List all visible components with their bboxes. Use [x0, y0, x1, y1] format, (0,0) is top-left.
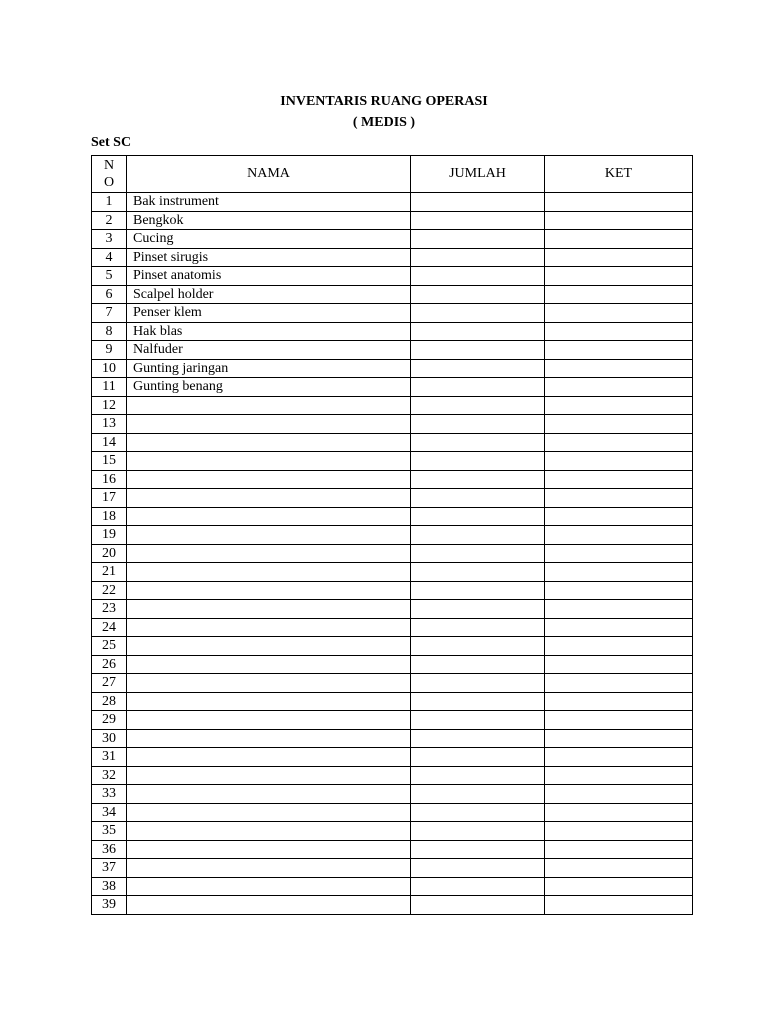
quantity-cell [411, 785, 545, 804]
quantity-cell [411, 211, 545, 230]
item-name-cell [127, 655, 411, 674]
row-number-cell: 13 [92, 415, 127, 434]
quantity-cell [411, 396, 545, 415]
item-name-cell [127, 507, 411, 526]
table-row [92, 655, 693, 674]
item-name-cell: Pinset sirugis [127, 248, 411, 267]
quantity-cell [411, 711, 545, 730]
table-row [92, 563, 693, 582]
quantity-cell [411, 470, 545, 489]
row-number-cell: 5 [92, 267, 127, 286]
quantity-cell [411, 877, 545, 896]
remarks-cell [545, 304, 693, 323]
quantity-cell [411, 637, 545, 656]
item-name-cell [127, 859, 411, 878]
quantity-cell [411, 563, 545, 582]
remarks-cell [545, 526, 693, 545]
row-number-cell: 19 [92, 526, 127, 545]
row-number-cell: 11 [92, 378, 127, 397]
row-number-cell: 6 [92, 285, 127, 304]
row-number-cell: 4 [92, 248, 127, 267]
item-name-cell [127, 766, 411, 785]
table-row [92, 600, 693, 619]
document-title: INVENTARIS RUANG OPERASI [280, 94, 488, 109]
remarks-cell [545, 859, 693, 878]
quantity-cell [411, 507, 545, 526]
quantity-cell [411, 840, 545, 859]
table-row [92, 378, 693, 397]
item-name-cell: Penser klem [127, 304, 411, 323]
item-name-cell [127, 822, 411, 841]
table-row [92, 840, 693, 859]
item-name-cell [127, 803, 411, 822]
item-name-cell [127, 600, 411, 619]
table-row [92, 304, 693, 323]
table-row [92, 452, 693, 471]
quantity-cell [411, 526, 545, 545]
row-number-cell: 30 [92, 729, 127, 748]
item-name-cell [127, 433, 411, 452]
item-name-cell [127, 544, 411, 563]
row-number-cell: 18 [92, 507, 127, 526]
quantity-cell [411, 692, 545, 711]
row-number-cell: 34 [92, 803, 127, 822]
quantity-cell [411, 285, 545, 304]
remarks-cell [545, 674, 693, 693]
header-no: NO [92, 156, 127, 193]
table-row [92, 230, 693, 249]
table-row [92, 396, 693, 415]
row-number-cell: 2 [92, 211, 127, 230]
table-row [92, 822, 693, 841]
remarks-cell [545, 193, 693, 212]
item-name-cell [127, 415, 411, 434]
row-number-cell: 1 [92, 193, 127, 212]
table-header-row [92, 156, 693, 193]
item-name-cell [127, 563, 411, 582]
item-name-cell [127, 729, 411, 748]
row-number-cell: 17 [92, 489, 127, 508]
row-number-cell: 22 [92, 581, 127, 600]
remarks-cell [545, 840, 693, 859]
row-number-cell: 28 [92, 692, 127, 711]
remarks-cell [545, 692, 693, 711]
table-row [92, 211, 693, 230]
item-name-cell: Bak instrument [127, 193, 411, 212]
row-number-cell: 10 [92, 359, 127, 378]
quantity-cell [411, 322, 545, 341]
row-number-cell: 8 [92, 322, 127, 341]
remarks-cell [545, 433, 693, 452]
remarks-cell [545, 396, 693, 415]
row-number-cell: 31 [92, 748, 127, 767]
item-name-cell [127, 452, 411, 471]
remarks-cell [545, 637, 693, 656]
item-name-cell: Cucing [127, 230, 411, 249]
remarks-cell [545, 544, 693, 563]
table-row [92, 507, 693, 526]
row-number-cell: 26 [92, 655, 127, 674]
row-number-cell: 23 [92, 600, 127, 619]
table-row [92, 766, 693, 785]
table-row [92, 544, 693, 563]
quantity-cell [411, 748, 545, 767]
item-name-cell [127, 785, 411, 804]
table-row [92, 322, 693, 341]
remarks-cell [545, 489, 693, 508]
quantity-cell [411, 822, 545, 841]
row-number-cell: 7 [92, 304, 127, 323]
document-subtitle: ( MEDIS ) [352, 115, 416, 130]
table-row [92, 267, 693, 286]
table-row [92, 526, 693, 545]
row-number-cell: 33 [92, 785, 127, 804]
remarks-cell [545, 822, 693, 841]
remarks-cell [545, 729, 693, 748]
quantity-cell [411, 230, 545, 249]
quantity-cell [411, 581, 545, 600]
row-number-cell: 35 [92, 822, 127, 841]
quantity-cell [411, 248, 545, 267]
item-name-cell: Bengkok [127, 211, 411, 230]
table-row [92, 785, 693, 804]
item-name-cell: Hak blas [127, 322, 411, 341]
remarks-cell [545, 322, 693, 341]
quantity-cell [411, 452, 545, 471]
remarks-cell [545, 748, 693, 767]
table-row [92, 877, 693, 896]
table-body [92, 193, 693, 915]
table-row [92, 711, 693, 730]
item-name-cell [127, 711, 411, 730]
row-number-cell: 16 [92, 470, 127, 489]
row-number-cell: 24 [92, 618, 127, 637]
remarks-cell [545, 563, 693, 582]
quantity-cell [411, 618, 545, 637]
item-name-cell: Gunting jaringan [127, 359, 411, 378]
item-name-cell [127, 526, 411, 545]
row-number-cell: 25 [92, 637, 127, 656]
table-row [92, 433, 693, 452]
row-number-cell: 12 [92, 396, 127, 415]
remarks-cell [545, 267, 693, 286]
table-row [92, 285, 693, 304]
item-name-cell [127, 489, 411, 508]
item-name-cell: Nalfuder [127, 341, 411, 360]
table-row [92, 193, 693, 212]
remarks-cell [545, 803, 693, 822]
header-nama: NAMA [127, 156, 411, 193]
table-row [92, 415, 693, 434]
remarks-cell [545, 711, 693, 730]
item-name-cell [127, 896, 411, 915]
item-name-cell [127, 637, 411, 656]
row-number-cell: 36 [92, 840, 127, 859]
row-number-cell: 29 [92, 711, 127, 730]
row-number-cell: 9 [92, 341, 127, 360]
item-name-cell [127, 470, 411, 489]
remarks-cell [545, 211, 693, 230]
remarks-cell [545, 600, 693, 619]
quantity-cell [411, 267, 545, 286]
row-number-cell: 39 [92, 896, 127, 915]
quantity-cell [411, 341, 545, 360]
table-row [92, 470, 693, 489]
remarks-cell [545, 507, 693, 526]
row-number-cell: 20 [92, 544, 127, 563]
remarks-cell [545, 470, 693, 489]
remarks-cell [545, 285, 693, 304]
remarks-cell [545, 896, 693, 915]
quantity-cell [411, 896, 545, 915]
quantity-cell [411, 378, 545, 397]
quantity-cell [411, 544, 545, 563]
table-row [92, 618, 693, 637]
item-name-cell: Scalpel holder [127, 285, 411, 304]
quantity-cell [411, 803, 545, 822]
item-name-cell [127, 748, 411, 767]
table-row [92, 248, 693, 267]
quantity-cell [411, 766, 545, 785]
item-name-cell [127, 877, 411, 896]
quantity-cell [411, 415, 545, 434]
remarks-cell [545, 618, 693, 637]
table-row [92, 729, 693, 748]
row-number-cell: 27 [92, 674, 127, 693]
remarks-cell [545, 581, 693, 600]
item-name-cell: Gunting benang [127, 378, 411, 397]
table-row [92, 803, 693, 822]
remarks-cell [545, 359, 693, 378]
item-name-cell [127, 674, 411, 693]
header-ket: KET [545, 156, 693, 193]
row-number-cell: 14 [92, 433, 127, 452]
header-jumlah: JUMLAH [411, 156, 545, 193]
row-number-cell: 37 [92, 859, 127, 878]
remarks-cell [545, 341, 693, 360]
table-row [92, 896, 693, 915]
quantity-cell [411, 655, 545, 674]
set-label: Set SC [91, 135, 132, 150]
row-number-cell: 21 [92, 563, 127, 582]
quantity-cell [411, 600, 545, 619]
remarks-cell [545, 877, 693, 896]
quantity-cell [411, 674, 545, 693]
quantity-cell [411, 859, 545, 878]
remarks-cell [545, 248, 693, 267]
quantity-cell [411, 193, 545, 212]
table-row [92, 859, 693, 878]
table-row [92, 359, 693, 378]
quantity-cell [411, 304, 545, 323]
quantity-cell [411, 359, 545, 378]
item-name-cell [127, 396, 411, 415]
quantity-cell [411, 729, 545, 748]
remarks-cell [545, 766, 693, 785]
table-row [92, 674, 693, 693]
quantity-cell [411, 433, 545, 452]
remarks-cell [545, 415, 693, 434]
remarks-cell [545, 785, 693, 804]
item-name-cell [127, 840, 411, 859]
inventory-table [91, 155, 693, 915]
remarks-cell [545, 230, 693, 249]
row-number-cell: 38 [92, 877, 127, 896]
table-row [92, 489, 693, 508]
table-row [92, 637, 693, 656]
quantity-cell [411, 489, 545, 508]
row-number-cell: 32 [92, 766, 127, 785]
item-name-cell [127, 692, 411, 711]
remarks-cell [545, 452, 693, 471]
table-row [92, 692, 693, 711]
row-number-cell: 3 [92, 230, 127, 249]
table-row [92, 581, 693, 600]
item-name-cell: Pinset anatomis [127, 267, 411, 286]
remarks-cell [545, 378, 693, 397]
remarks-cell [545, 655, 693, 674]
table-row [92, 341, 693, 360]
row-number-cell: 15 [92, 452, 127, 471]
item-name-cell [127, 581, 411, 600]
item-name-cell [127, 618, 411, 637]
table-row [92, 748, 693, 767]
